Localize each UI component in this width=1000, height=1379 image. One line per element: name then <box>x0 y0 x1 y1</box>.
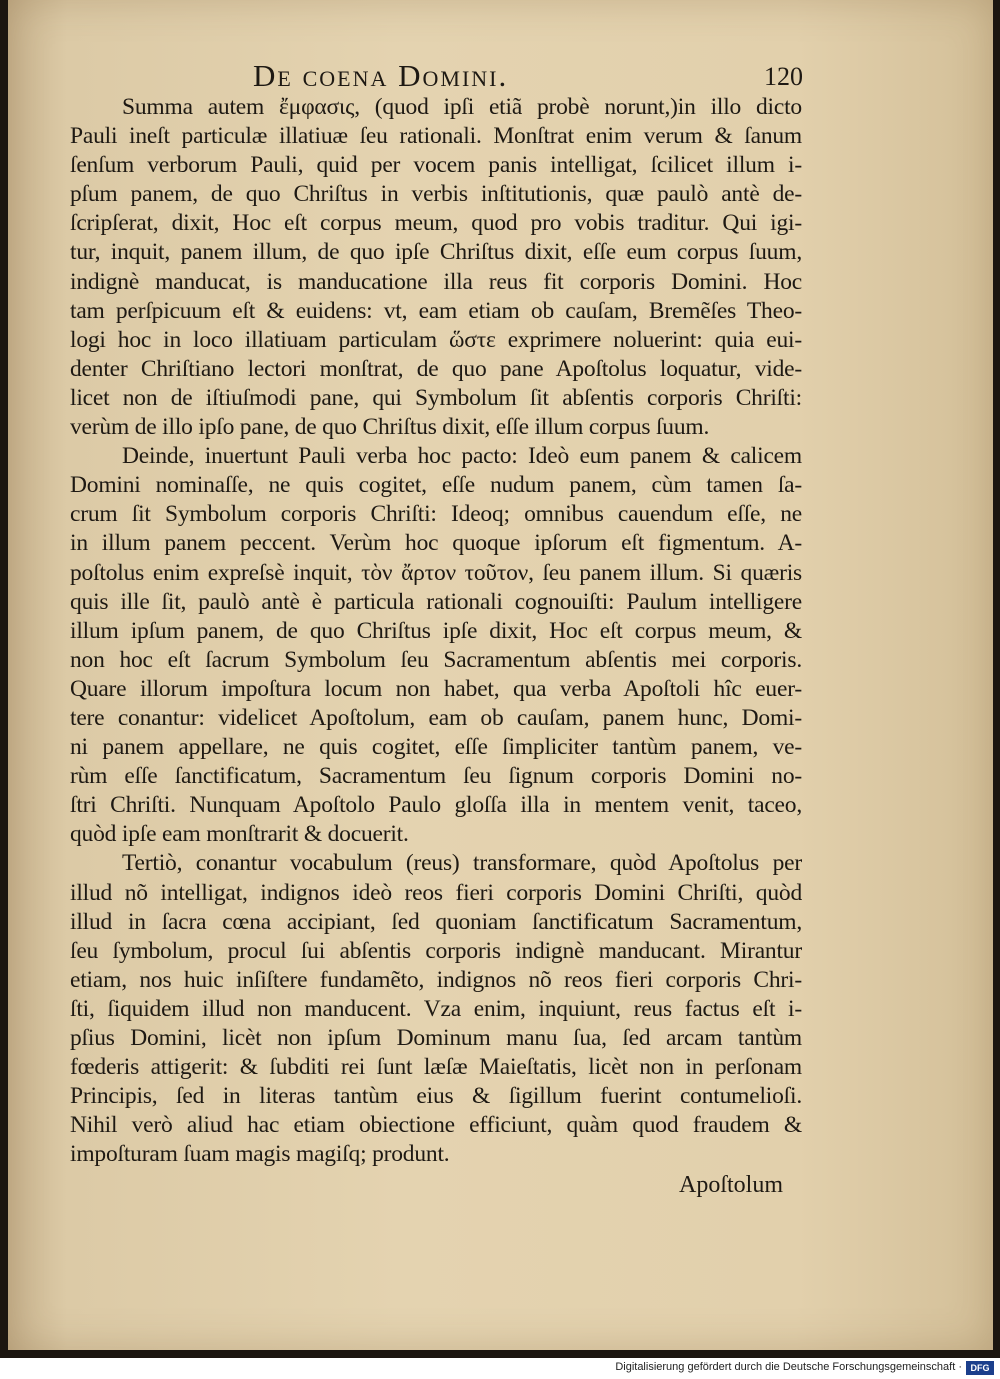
text-line: ſenſum verborum Pauli, quid per vocem panis intelligat, ſcilicet illum i- <box>70 152 802 179</box>
text-line: crum ſit Symbolum corporis Chriſti: Ideoq; omnibus cauendum eſſe, ne <box>70 501 802 528</box>
text-line: ſtri Chriſti. Nunquam Apoſtolo Paulo gloſſa illa in mentem venit, taceo, <box>70 792 802 819</box>
text-line: Nihil verò aliud hac etiam obiectione efficiunt, quàm quod fraudem & <box>70 1112 802 1139</box>
text-line: illum ipſum panem, de quo Chriſtus ipſe dixit, Hoc eſt corpus meum, & <box>70 617 802 644</box>
text-line: impoſturam ſuam magis magiſq; produnt. <box>70 1141 450 1168</box>
text-line: fœderis attigerit: & ſubditi rei ſunt læſæ Maieſtatis, licèt non in perſonam <box>70 1054 802 1081</box>
funding-credit: Digitalisierung gefördert durch die Deutsche Forschungsgemeinschaft · <box>615 1361 962 1373</box>
text-line: quis ille ſit, paulò antè è particula rationali cognouiſti: Paulum intelligere <box>70 588 802 615</box>
text-line: indignè manducat, is manducatione illa reus fit corporis Domini. Hoc <box>70 268 802 295</box>
text-line: tam perſpicuum eſt & euidens: vt, eam etiam ob cauſam, Bremẽſes Theo- <box>70 297 802 324</box>
text-line: etiam, nos huic inſiſtere fundamẽto, indignos nõ reos fieri corporis Chri- <box>70 966 802 993</box>
text-line: poſtolus enim expreſsè inquit, τὸν ἄρτον τοῦτον, ſeu panem illum. Si quæris <box>70 559 802 586</box>
catchword: Apoſtolum <box>678 1172 783 1198</box>
text-line: ni panem appellare, ne quis cogitet, eſſe ſimpliciter tantùm panem, ve- <box>70 734 802 761</box>
text-line: illud nõ intelligat, indignos ideò reos fieri corporis Domini Chriſti, quòd <box>70 879 802 906</box>
footer-bar <box>0 1358 1000 1379</box>
text-line: ſeu ſymbolum, procul ſui abſentis corporis indignè manducant. Mirantur <box>70 937 802 964</box>
text-line: in illum panem peccent. Verùm hoc quoque ipſorum eſt figmentum. A- <box>70 530 802 557</box>
text-line: illud in ſacra cœna accipiant, ſed quoniam ſanctificatum Sacramentum, <box>70 908 802 935</box>
text-line: pſius Domini, licèt non ipſum Dominum manu ſua, ſed arcam tantùm <box>70 1025 802 1051</box>
text-line: logi hoc in loco illatiuam particulam ὥστε exprimere noluerint: quia eui- <box>70 326 802 353</box>
text-line: Summa autem ἔμφασις, (quod ipſi etiã probè norunt,)in illo dicto <box>122 94 802 120</box>
text-line: Quare illorum impoſtura locum non habet, qua verba Apoſtoli hîc euer- <box>70 675 802 702</box>
text-line: denter Chriſtiano lectori monſtrat, de quo pane Apoſtolus loquatur, vide- <box>70 355 802 382</box>
body-text <box>70 93 802 1169</box>
book-page <box>8 0 993 1350</box>
dfg-logo-icon: DFG <box>966 1361 994 1375</box>
text-line: Tertiò, conantur vocabulum (reus) transformare, quòd Apoſtolus per <box>122 850 802 877</box>
text-line: verùm de illo ipſo pane, de quo Chriſtus dixit, eſſe illum corpus ſuum. <box>70 414 710 441</box>
text-line: licet non de iſtiuſmodi pane, qui Symbolum ſit abſentis corporis Chriſti: <box>70 384 802 411</box>
text-line: pſum panem, de quo Chriſtus in verbis inſtitutionis, quæ paulò antè de- <box>70 181 802 208</box>
text-line: tere conantur: videlicet Apoſtolum, eam ob cauſam, panem hunc, Domi- <box>70 704 802 731</box>
running-title: De coena Domini. <box>253 58 509 93</box>
text-line: Pauli ineſt particulæ illatiuæ ſeu rationali. Monſtrat enim verum & ſanum <box>70 123 802 150</box>
text-line: ſcripſerat, dixit, Hoc eſt corpus meum, quod pro vobis traditur. Qui igi- <box>70 210 802 237</box>
text-line: Domini nominaſſe, ne quis cogitet, eſſe nudum panem, cùm tamen ſa- <box>70 472 802 499</box>
text-line: ſti, ſiquidem illud non manducent. Vza enim, inquiunt, reus factus eſt i- <box>70 995 802 1022</box>
text-line: quòd ipſe eam monſtrarit & docuerit. <box>70 821 409 848</box>
text-line: non hoc eſt ſacrum Symbolum ſeu Sacramentum abſentis mei corporis. <box>70 646 802 673</box>
text-line: rùm eſſe ſanctificatum, Sacramentum ſeu ſignum corporis Domini no- <box>70 763 802 790</box>
page-number: 120 <box>764 62 803 91</box>
text-line: Deinde, inuertunt Pauli verba hoc pacto: Ideò eum panem & calicem <box>122 443 802 470</box>
text-line: Principis, ſed in literas tantùm eius & ſigillum fuerint contumelioſi. <box>70 1083 802 1110</box>
text-line: tur, inquit, panem illum, de quo ipſe Chriſtus dixit, eſſe eum corpus ſuum, <box>70 239 802 266</box>
